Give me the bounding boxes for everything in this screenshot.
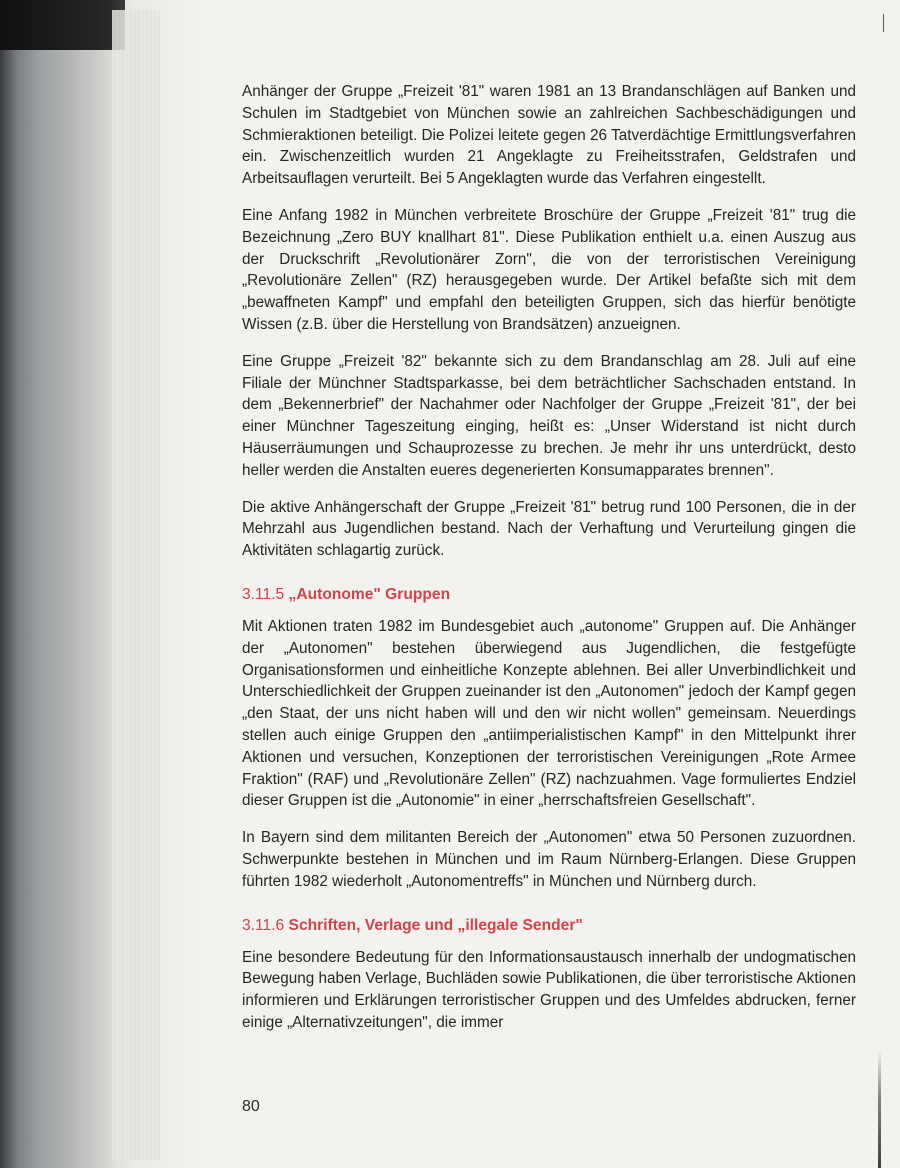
paragraph: Eine besondere Bedeutung für den Informationsaustausch innerhalb der undogmatischen Bewegung haben Verlage, Buchläden sowie Publikationen, die über terroristische Aktionen informieren und Erklärungen terroristischer Gruppen und des Umfeldes abdrucken, ferner einige „Alternativzeitungen", die immer [242,948,856,1031]
binding-dark-corner [0,0,125,50]
paragraph: Eine Gruppe „Freizeit '82" bekannte sich zu dem Brandanschlag am 28. Juli auf eine Filiale der Münchner Stadtsparkasse, bei dem beträchtlicher Sachschaden entstand. In dem „Bekennerbrief" der Nachahmer oder Nachfolger der Gruppe „Freizeit '81", der bei einer Münchner Tageszeitung einging, heißt es: „Unser Widerstand ist nicht durch Häuserräumungen und Schauprozesse zu brechen. Je mehr ihr uns unterdrückt, desto heller werden die Anstalten eueres degenerierten Konsumapparates brennen". [242,352,856,479]
paragraph: Die aktive Anhängerschaft der Gruppe „Freizeit '81" betrug rund 100 Personen, die in der Mehrzahl aus Jugendlichen bestand. Nach der Verhaftung und Verurteilung gingen die Aktivitäten schlagartig zurück. [242,498,856,560]
book-binding-shadow [0,0,200,1168]
paragraph: Mit Aktionen traten 1982 im Bundesgebiet auch „autonome" Gruppen auf. Die Anhänger der „Autonomen" bestehen überwiegend aus Jugendlichen, die festgefügte Organisationsformen und einheitliche Konzepte ablehnen. Bei aller Unverbindlichkeit und Unterschiedlichkeit der Gruppen zueinander ist den „Autonomen" jedoch der Kampf gegen „den Staat, der uns nicht haben will und den wir nicht wollen" gemeinsam. Neuerdings stellen auch einige Gruppen den „antiimperialistischen Kampf" in den Mittelpunkt ihrer Aktionen und versuchen, Konzeptionen der terroristischen Vereinigungen „Rote Armee Fraktion" (RAF) und „Revolutionäre Zellen" (RZ) nachzuahmen. Vage formuliertes Endziel dieser Gruppen ist die „Autonomie" in einer „herrschaftsfreien Gesellschaft". [242,617,856,810]
page-edge-shadow [878,1050,881,1168]
paragraph: In Bayern sind dem militanten Bereich der „Autonomen" etwa 50 Personen zuzuordnen. Schwerpunkte bestehen in München und im Raum Nürnberg-Erlangen. Diese Gruppen führten 1982 wiederholt „Autonomentreffs" in München und Nürnberg durch. [242,829,856,890]
section-number: 3.11.6 [242,916,285,934]
section-heading-autonome [242,584,856,606]
section-number: 3.11.5 [242,585,285,603]
section-title: „Autonome" Gruppen [288,585,451,603]
page-number: 80 [242,1098,260,1115]
paragraph: Anhänger der Gruppe „Freizeit '81" waren 1981 an 13 Brandanschlägen auf Banken und Schulen im Stadtgebiet von München sowie an zahlreichen Sachbeschädigungen und Schmieraktionen beteiligt. Die Polizei leitete gegen 26 Tatverdächtige Ermittlungsverfahren ein. Zwischenzeitlich wurden 21 Angeklagte zu Freiheitsstrafen, Geldstrafen und Arbeitsauflagen verurteilt. Bei 5 Angeklagten wurde das Verfahren eingestellt. [242,83,856,188]
page-body [242,81,856,1049]
section-title: Schriften, Verlage und „illegale Sender" [288,916,583,934]
stacked-page-edges [112,10,160,1160]
section-heading-schriften [242,915,856,937]
page-edge-mark [883,14,884,32]
paragraph: Eine Anfang 1982 in München verbreitete Broschüre der Gruppe „Freizeit '81" trug die Bezeichnung „Zero BUY knallhart 81". Diese Publikation enthielt u.a. einen Auszug aus der Druckschrift „Revolutionärer Zorn", die von der terroristischen Vereinigung „Revolutionäre Zellen" (RZ) herausgegeben wurde. Der Artikel befaßte sich mit dem „bewaffneten Kampf" und empfahl den beteiligten Gruppen, sich das hierfür benötigte Wissen (z.B. über die Herstellung von Brandsätzen) anzueignen. [242,206,856,333]
